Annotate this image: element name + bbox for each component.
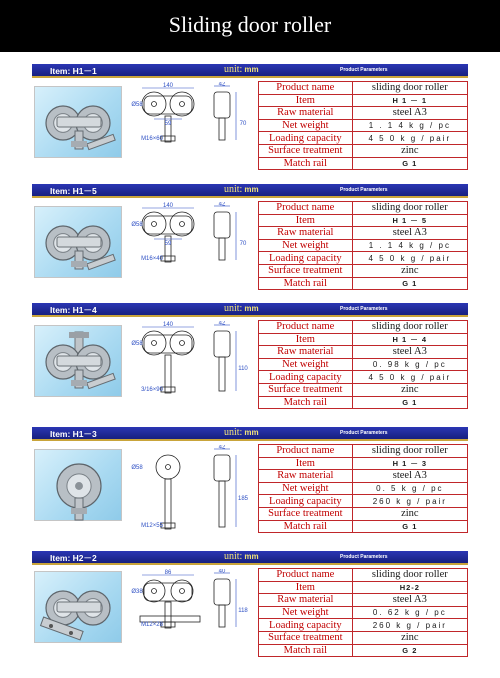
param-value: 0. 62 k g / pc xyxy=(352,606,467,619)
param-row-net-weight xyxy=(259,358,468,371)
technical-drawing xyxy=(130,445,254,531)
param-value: G 1 xyxy=(352,520,467,533)
param-label: Item xyxy=(259,214,353,227)
param-label: Match rail xyxy=(259,520,353,533)
dimension-depth: 42 xyxy=(218,202,226,208)
param-value: 260 k g / pair xyxy=(352,619,467,632)
param-label: Match rail xyxy=(259,396,353,409)
item-header-bar xyxy=(32,303,468,317)
param-label: Item xyxy=(259,457,353,470)
param-label: Product name xyxy=(259,445,353,458)
item-header-label: Item: H1－3 xyxy=(50,429,97,439)
param-value: steel A3 xyxy=(352,107,467,120)
item-header-bar xyxy=(32,427,468,441)
param-row-item xyxy=(259,333,468,346)
param-row-item xyxy=(259,581,468,594)
unit-label xyxy=(224,303,259,314)
param-value: sliding door roller xyxy=(352,82,467,95)
param-label: Surface treatment xyxy=(259,631,353,644)
param-value: 260 k g / pair xyxy=(352,495,467,508)
param-value: zinc xyxy=(352,264,467,277)
param-value: H 1 － 5 xyxy=(352,214,467,227)
param-row-match-rail xyxy=(259,644,468,657)
item-header-bar xyxy=(32,551,468,565)
product-parameters-label: Product Parameters xyxy=(340,554,388,560)
unit-label xyxy=(224,427,259,438)
item-header-bar xyxy=(32,64,468,78)
unit-value: mm xyxy=(244,428,259,437)
param-row-surface-treatment xyxy=(259,507,468,520)
param-label: Surface treatment xyxy=(259,264,353,277)
param-value: H 1 － 4 xyxy=(352,333,467,346)
param-label: Product name xyxy=(259,569,353,582)
technical-drawing xyxy=(130,202,254,288)
param-label: Item xyxy=(259,333,353,346)
param-value: 4 5 0 k g / pair xyxy=(352,132,467,145)
param-label: Loading capacity xyxy=(259,252,353,265)
param-label: Net weight xyxy=(259,239,353,252)
param-label: Net weight xyxy=(259,358,353,371)
dimension-diameter: Ø38 xyxy=(131,589,143,595)
param-label: Match rail xyxy=(259,277,353,290)
param-value: H2-2 xyxy=(352,581,467,594)
param-row-match-rail xyxy=(259,396,468,409)
param-row-loading-capacity xyxy=(259,132,468,145)
product-photo xyxy=(34,325,122,397)
param-label: Raw material xyxy=(259,227,353,240)
dimension-spacing: 59 xyxy=(164,121,172,127)
dimension-depth: 42 xyxy=(218,445,226,451)
param-row-product-name xyxy=(259,445,468,458)
param-value: 0. 98 k g / pc xyxy=(352,358,467,371)
product-parameters-table xyxy=(258,444,468,533)
unit-label xyxy=(224,64,259,75)
dimension-bolt: M12×28 xyxy=(141,622,163,628)
dimension-width: 140 xyxy=(162,322,174,328)
param-label: Net weight xyxy=(259,119,353,132)
param-value: G 1 xyxy=(352,277,467,290)
dimension-bolt: M16×60 xyxy=(141,136,163,142)
param-row-surface-treatment xyxy=(259,264,468,277)
param-value: steel A3 xyxy=(352,346,467,359)
unit-text: unit: xyxy=(224,303,243,314)
param-label: Match rail xyxy=(259,644,353,657)
item-header-bar xyxy=(32,184,468,198)
product-section xyxy=(0,303,500,415)
dimension-height: 118 xyxy=(238,608,248,614)
dimension-depth: 40 xyxy=(218,569,226,575)
dimension-height: 110 xyxy=(238,366,248,372)
param-row-loading-capacity xyxy=(259,495,468,508)
param-value: zinc xyxy=(352,507,467,520)
param-row-product-name xyxy=(259,569,468,582)
param-row-match-rail xyxy=(259,277,468,290)
param-label: Loading capacity xyxy=(259,132,353,145)
dimension-width: 140 xyxy=(162,203,174,209)
param-row-match-rail xyxy=(259,520,468,533)
param-value: 4 5 0 k g / pair xyxy=(352,371,467,384)
param-value: zinc xyxy=(352,144,467,157)
param-value: steel A3 xyxy=(352,227,467,240)
item-header-label: Item: H1－1 xyxy=(50,66,97,76)
dimension-height: 70 xyxy=(239,121,247,127)
product-parameters-table xyxy=(258,201,468,290)
param-value: sliding door roller xyxy=(352,202,467,215)
param-row-net-weight xyxy=(259,119,468,132)
param-row-surface-treatment xyxy=(259,631,468,644)
dimension-diameter: Ø58 xyxy=(131,341,143,347)
dimension-bolt: 3/16×90 xyxy=(141,387,163,393)
dimension-height: 70 xyxy=(239,241,247,247)
dimension-depth: 42 xyxy=(218,321,226,327)
param-row-net-weight xyxy=(259,482,468,495)
product-section xyxy=(0,64,500,176)
item-header-label: Item: H1－5 xyxy=(50,186,97,196)
param-value: H 1 － 3 xyxy=(352,457,467,470)
param-value: sliding door roller xyxy=(352,321,467,334)
unit-text: unit: xyxy=(224,427,243,438)
param-row-item xyxy=(259,94,468,107)
param-value: 4 5 0 k g / pair xyxy=(352,252,467,265)
item-header-label: Item: H1－4 xyxy=(50,305,97,315)
dimension-depth: 42 xyxy=(218,82,226,88)
unit-value: mm xyxy=(244,65,259,74)
roller-photo-illustration xyxy=(41,591,110,640)
param-value: 0. 5 k g / pc xyxy=(352,482,467,495)
param-label: Product name xyxy=(259,202,353,215)
unit-value: mm xyxy=(244,185,259,194)
unit-text: unit: xyxy=(224,551,243,562)
dimension-diameter: Ø58 xyxy=(131,102,143,108)
param-row-match-rail xyxy=(259,157,468,170)
unit-text: unit: xyxy=(224,64,243,75)
param-row-item xyxy=(259,214,468,227)
product-parameters-label: Product Parameters xyxy=(340,187,388,193)
product-parameters-label: Product Parameters xyxy=(340,306,388,312)
param-row-product-name xyxy=(259,321,468,334)
param-row-loading-capacity xyxy=(259,619,468,632)
unit-label xyxy=(224,184,259,195)
param-label: Loading capacity xyxy=(259,495,353,508)
product-photo xyxy=(34,449,122,521)
dimension-bolt: M12×55 xyxy=(141,523,163,529)
unit-text: unit: xyxy=(224,184,243,195)
param-value: G 1 xyxy=(352,157,467,170)
param-label: Loading capacity xyxy=(259,371,353,384)
param-row-raw-material xyxy=(259,227,468,240)
roller-photo-illustration xyxy=(46,106,115,150)
product-parameters-table xyxy=(258,568,468,657)
param-row-product-name xyxy=(259,82,468,95)
param-label: Surface treatment xyxy=(259,144,353,157)
param-label: Loading capacity xyxy=(259,619,353,632)
param-value: sliding door roller xyxy=(352,569,467,582)
param-label: Net weight xyxy=(259,482,353,495)
param-row-net-weight xyxy=(259,239,468,252)
param-value: G 1 xyxy=(352,396,467,409)
dimension-width: 140 xyxy=(162,83,174,89)
dimension-diameter: Ø58 xyxy=(131,222,143,228)
title-bar xyxy=(0,0,500,52)
param-row-net-weight xyxy=(259,606,468,619)
param-label: Match rail xyxy=(259,157,353,170)
param-label: Surface treatment xyxy=(259,507,353,520)
technical-drawing xyxy=(130,569,254,655)
item-header-label: Item: H2－2 xyxy=(50,553,97,563)
param-value: zinc xyxy=(352,631,467,644)
roller-photo-illustration xyxy=(46,332,115,389)
dimension-diameter: Ø58 xyxy=(131,465,143,471)
product-photo xyxy=(34,571,122,643)
product-parameters-label: Product Parameters xyxy=(340,430,388,436)
param-value: steel A3 xyxy=(352,470,467,483)
param-row-raw-material xyxy=(259,346,468,359)
technical-drawing xyxy=(130,321,254,407)
dimension-bolt: M16×40 xyxy=(141,256,163,262)
dimension-height: 185 xyxy=(237,496,249,502)
param-label: Item xyxy=(259,94,353,107)
param-row-surface-treatment xyxy=(259,144,468,157)
param-row-loading-capacity xyxy=(259,371,468,384)
param-value: G 2 xyxy=(352,644,467,657)
param-value: sliding door roller xyxy=(352,445,467,458)
param-value: 1 . 1 4 k g / pc xyxy=(352,119,467,132)
page-title: Sliding door roller xyxy=(168,12,332,37)
param-row-raw-material xyxy=(259,107,468,120)
param-label: Surface treatment xyxy=(259,383,353,396)
param-value: 1 . 1 4 k g / pc xyxy=(352,239,467,252)
param-label: Net weight xyxy=(259,606,353,619)
technical-drawing xyxy=(130,82,254,168)
unit-value: mm xyxy=(244,304,259,313)
product-photo xyxy=(34,206,122,278)
param-row-surface-treatment xyxy=(259,383,468,396)
param-label: Raw material xyxy=(259,346,353,359)
param-row-raw-material xyxy=(259,470,468,483)
dimension-width: 86 xyxy=(164,570,172,576)
param-value: steel A3 xyxy=(352,594,467,607)
param-row-loading-capacity xyxy=(259,252,468,265)
param-label: Product name xyxy=(259,82,353,95)
product-parameters-table xyxy=(258,81,468,170)
param-label: Product name xyxy=(259,321,353,334)
product-section xyxy=(0,427,500,539)
param-value: H 1 － 1 xyxy=(352,94,467,107)
param-row-raw-material xyxy=(259,594,468,607)
dimension-spacing: 59 xyxy=(164,241,172,247)
param-label: Raw material xyxy=(259,470,353,483)
param-label: Item xyxy=(259,581,353,594)
param-row-item xyxy=(259,457,468,470)
unit-label xyxy=(224,551,259,562)
unit-value: mm xyxy=(244,552,259,561)
param-label: Raw material xyxy=(259,107,353,120)
roller-photo-illustration xyxy=(46,226,115,270)
param-value: zinc xyxy=(352,383,467,396)
roller-photo-illustration xyxy=(57,464,101,520)
product-section xyxy=(0,551,500,663)
param-label: Raw material xyxy=(259,594,353,607)
param-row-product-name xyxy=(259,202,468,215)
product-parameters-table xyxy=(258,320,468,409)
product-parameters-label: Product Parameters xyxy=(340,67,388,73)
product-photo xyxy=(34,86,122,158)
product-section xyxy=(0,184,500,296)
